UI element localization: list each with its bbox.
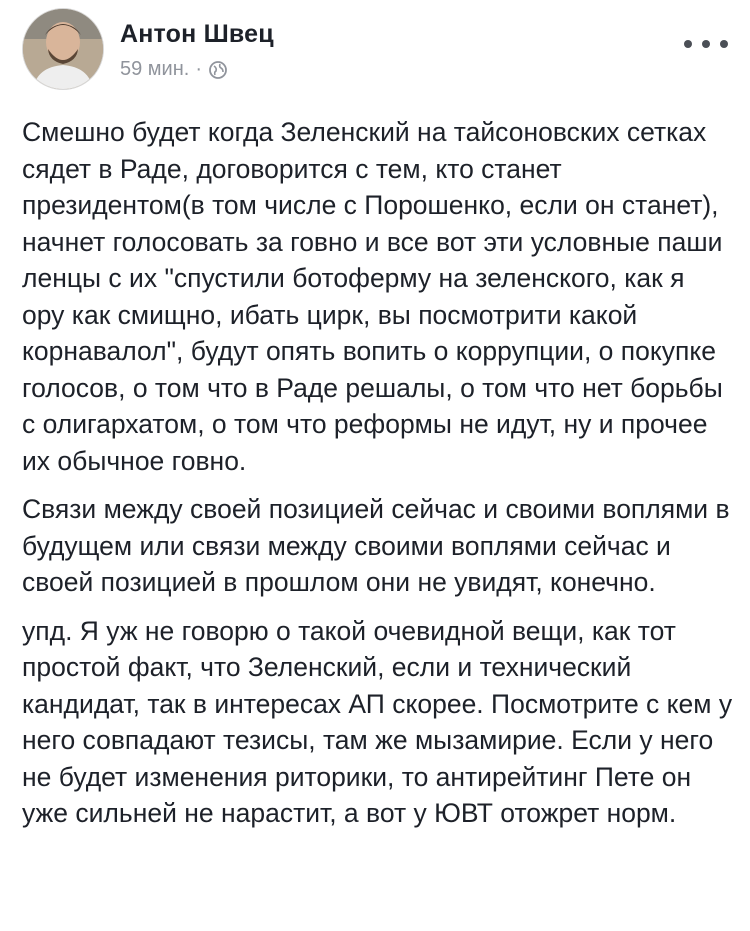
author-name[interactable]: Антон Швец (120, 20, 274, 48)
meta-separator: · (195, 58, 202, 80)
post-paragraph: упд. Я уж не говорю о такой очевидной вещи, как тот простой факт, что Зеленский, если и технический кандидат, так в интересах АП скорее. Посмотрите с кем у него совпадают тезисы, там же мызамирие. Если у него не будет изменения риторики, то антирейтинг Пете он уже сильней не нарастит, а вот у ЮВТ отожрет норм. (22, 615, 733, 828)
more-options-button[interactable] (684, 30, 728, 58)
more-dots-icon (702, 40, 710, 48)
post-paragraph: Смешно будет когда Зеленский на тайсоновских сетках сядет в Раде, договорится с тем, кто станет президентом(в том числе с Порошенко, если он станет), начнет голосовать за говно и все вот эти условные паши ленцы с их "спустили ботоферму на зеленского, как я ору как смищно, ибать цирк, вы посмотрити какой корнавалол", будут опять вопить о коррупции, о покупке голосов, о том что в Раде решалы, о том что нет борьбы с олигархатом, о том что реформы не идут, ну и прочее их обычное говно. (22, 117, 723, 476)
post-timestamp[interactable]: 59 мин. (120, 58, 190, 80)
post-content (22, 114, 734, 844)
avatar[interactable] (22, 8, 104, 90)
globe-icon[interactable] (208, 60, 228, 80)
post-header (22, 8, 728, 94)
post-paragraph: Связи между своей позицией сейчас и своими воплями в будущем или связи между своими воплями сейчас и своей позицией в прошлом они не увидят, конечно. (22, 494, 730, 597)
more-dots-icon (720, 40, 728, 48)
more-dots-icon (684, 40, 692, 48)
avatar-photo (23, 9, 103, 89)
post-meta (120, 58, 228, 81)
